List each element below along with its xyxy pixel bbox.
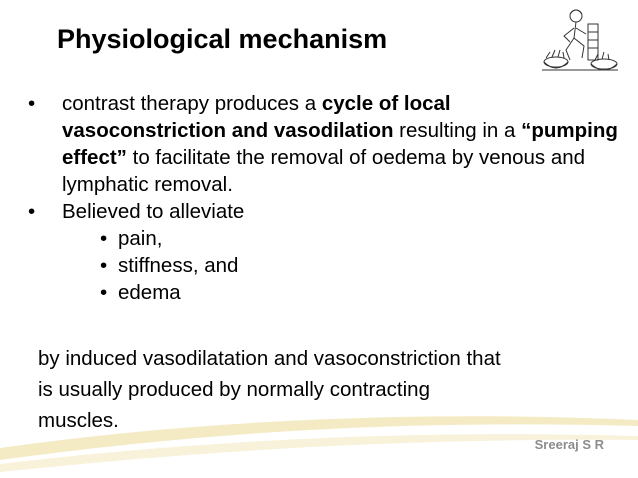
bullet-text-segment: contrast therapy produces a — [62, 92, 322, 115]
person-with-baskets-sketch-icon — [540, 6, 620, 76]
slide-title: Physiological mechanism — [57, 24, 388, 54]
bullet-item — [28, 198, 618, 225]
sub-bullet-text: edema — [118, 281, 181, 304]
bullet-item — [28, 90, 618, 198]
bullet-marker: • — [28, 92, 36, 115]
sub-bullet-item — [28, 252, 618, 279]
decorative-swoosh — [0, 390, 638, 478]
sub-bullet-text: stiffness, and — [118, 254, 239, 277]
bullet-marker: • — [28, 200, 36, 223]
slide-body — [28, 90, 618, 306]
closing-line: muscles. — [38, 409, 119, 432]
sub-bullet-marker: • — [100, 281, 108, 304]
bullet-text: Believed to alleviate — [62, 200, 245, 223]
sub-bullet-text: pain, — [118, 227, 163, 250]
closing-line: by induced vasodilatation and vasoconstriction that — [38, 347, 501, 370]
closing-line: is usually produced by normally contracting — [38, 378, 430, 401]
sub-bullet-item — [28, 279, 618, 306]
bullet-text-segment: to facilitate the removal of oedema by venous and lymphatic removal. — [62, 146, 586, 196]
sub-bullet-marker: • — [100, 254, 108, 277]
sub-bullet-item — [28, 225, 618, 252]
author-credit: Sreeraj S R — [534, 437, 604, 452]
bullet-text-emphasis: “pumping effect” — [62, 119, 618, 169]
bullet-text-segment: resulting in a — [393, 119, 522, 142]
sub-bullet-marker: • — [100, 227, 108, 250]
bullet-text — [62, 92, 618, 196]
bullet-text-emphasis: cycle of local vasoconstriction and vasodilation — [62, 92, 451, 142]
